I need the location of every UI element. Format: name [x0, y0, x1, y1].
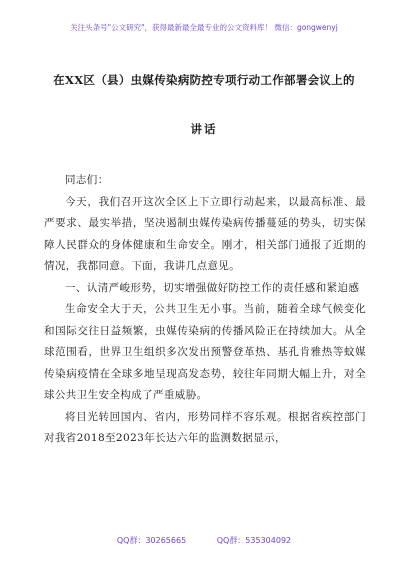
document-title-continued: 讲话	[190, 122, 218, 136]
footer-qq-group-1: QQ群：30265665	[116, 536, 187, 545]
document-title: 在XX区（县）虫媒传染病防控专项行动工作部署会议上的	[53, 73, 355, 87]
paragraph-intro: 今天，我们召开这次全区上下立即行动起来，以最高标准、最严要求、最实举措，坚决遏制虫媒传染病传播蔓延的势头，切实保障人民群众的身体健康和生命安全。刚才，相关部门通报了近期的情况，我都同意。下面，我讲几点意见。	[44, 195, 366, 272]
footer	[0, 535, 408, 546]
section-heading-1: 一、认清严峻形势，切实增强做好防控工作的责任感和紧迫感	[65, 281, 360, 294]
paragraph-domestic-situation: 将目光转回国内、省内，形势同样不容乐观。根据省疾控部门对我省2018至2023年长达六年的监测数据显示，	[44, 410, 366, 444]
footer-qq-group-2: QQ群：535304092	[216, 536, 292, 545]
greeting: 同志们：	[65, 174, 109, 186]
header-banner: 关注头条号"公文研究"，获得最新最全最专业的公文资料库！ 微信：gongwenyj	[70, 23, 338, 32]
document-body	[44, 170, 366, 450]
paragraph-global-situation: 生命安全大于天，公共卫生无小事。当前，随着全球气候变化和国际交往日益频繁，虫媒传染病的传播风险正在持续加大。从全球范围看，世界卫生组织多次发出预警登革热、基孔肯雅热等蚊媒传染病疫情在全球多地呈现高发态势，较往年同期大幅上升，对全球公共卫生安全构成了严重威胁。	[44, 303, 366, 401]
